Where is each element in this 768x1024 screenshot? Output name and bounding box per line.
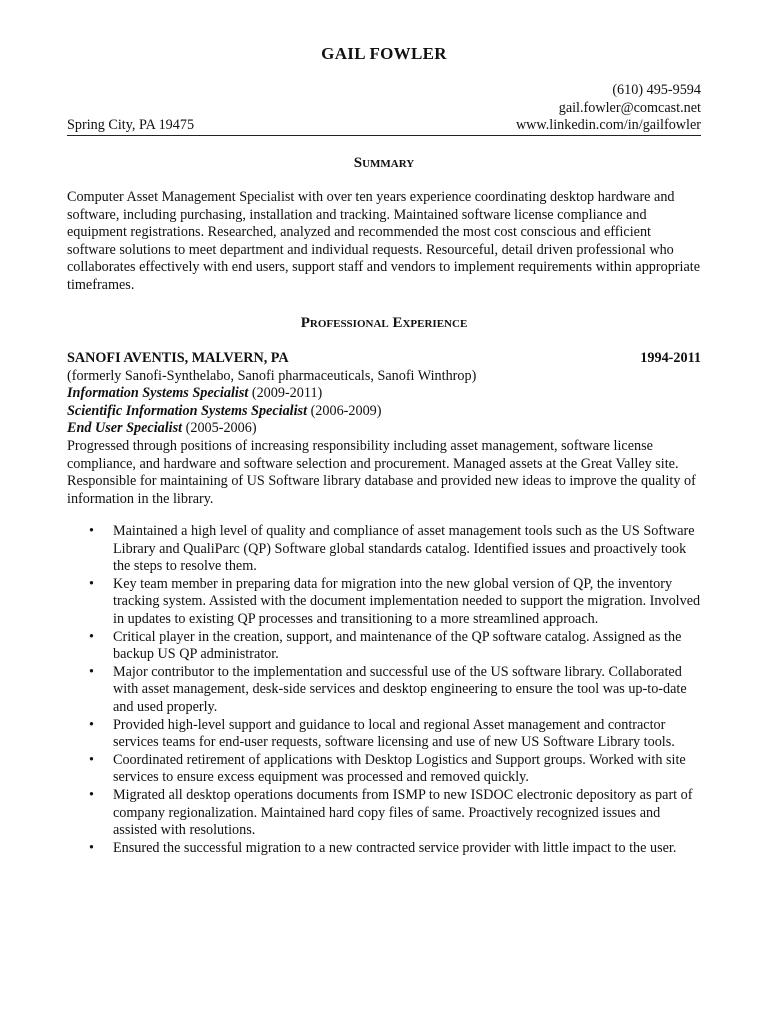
role-dates: (2006-2009) <box>310 402 382 419</box>
bullet-text: Provided high-level support and guidance to local and regional Asset management and contractor services teams for end-user requests, software licensing and use of new US Software Library tools. <box>113 716 675 751</box>
list-item <box>67 752 701 787</box>
bullet-text: Ensured the successful migration to a new contracted service provider with little impact to the user. <box>113 839 677 856</box>
email: gail.fowler@comcast.net <box>558 99 701 116</box>
bullet-icon: • <box>89 786 94 803</box>
employer-formerly: (formerly Sanofi-Synthelabo, Sanofi pharmaceuticals, Sanofi Winthrop) <box>67 367 477 384</box>
bullet-text: Major contributor to the implementation and successful use of the US software library. Collaborated with asset management, desk-side services and desktop engineering to ensure the tool was up-to-date and used properly. <box>113 663 687 715</box>
bullet-text: Maintained a high level of quality and compliance of asset management tools such as the US Software Library and QualiParc (QP) Software global standards catalog. Identified issues and proactively took the steps to resolve them. <box>113 523 695 575</box>
list-item <box>67 629 701 664</box>
list-item <box>67 717 701 752</box>
bullet-text: Migrated all desktop operations documents from ISMP to new ISDOC electronic depository as part of company regionalization. Maintained hard copy files of same. Proactively recognized issues and assisted with resolutions. <box>113 786 693 839</box>
bullet-icon: • <box>89 523 94 539</box>
employer-block <box>67 350 701 508</box>
bullet-icon: • <box>89 575 94 592</box>
summary-paragraph: Computer Asset Management Specialist with over ten years experience coordinating desktop hardware and software, including purchasing, installation and tracking. Maintained software license compliance and equipment registrations. Researched, analyzed and recommended the most cost conscious and efficient software solutions to meet department and individual requests. Resourceful, detail driven professional who collaborates effectively with end users, support staff and vendors to implement requirements within appropriate timeframes. <box>67 189 701 293</box>
role-dates: (2009-2011) <box>251 385 323 402</box>
list-item <box>67 576 701 629</box>
role-title: End User Specialist <box>67 420 183 437</box>
candidate-name: GAIL FOWLER <box>321 44 447 63</box>
summary-heading: Summary <box>353 155 415 171</box>
experience-description: Progressed through positions of increasing responsibility including asset management, software license compliance, and hardware and software selection and procurement. Managed assets at the Great Valley site. Responsible for maintaining of US Software library database and provided new ideas to improve the quality of information in the library. <box>67 437 696 507</box>
role-list <box>67 385 701 438</box>
achievement-list <box>67 523 701 857</box>
bullet-icon: • <box>89 628 94 645</box>
role-dates: (2005-2006) <box>185 420 257 437</box>
employer-name: SANOFI AVENTIS, MALVERN, PA <box>67 350 289 366</box>
bullet-icon: • <box>89 716 94 733</box>
contact-bottom-row <box>67 117 701 135</box>
role-item <box>67 403 701 421</box>
location: Spring City, PA 19475 <box>67 117 195 134</box>
experience-heading: Professional Experience <box>300 315 468 331</box>
bullet-text: Critical player in the creation, support, and maintenance of the QP software catalog. Assigned as the backup US QP administrator. <box>113 628 682 663</box>
list-item <box>67 787 701 840</box>
bullet-icon: • <box>89 751 94 768</box>
bullet-icon: • <box>89 839 94 856</box>
role-item <box>67 420 701 438</box>
employer-years: 1994-2011 <box>640 350 701 366</box>
list-item <box>67 840 701 858</box>
linkedin-link[interactable]: www.linkedin.com/in/gailfowler <box>515 117 701 134</box>
header-divider <box>67 135 701 136</box>
role-title: Scientific Information Systems Specialist <box>67 402 308 419</box>
list-item <box>67 523 701 576</box>
role-title: Information Systems Specialist <box>67 385 249 402</box>
bullet-text: Key team member in preparing data for migration into the new global version of QP, the inventory tracking system. Assisted with the document implementation needed to support the migration. Involved in updates to existing QP processes and transitioning to a more streamlined approach. <box>113 575 701 627</box>
employer-header <box>67 350 701 368</box>
bullet-text: Coordinated retirement of applications with Desktop Logistics and Support groups. Worked with site services to ensure excess equipment was processed and removed quickly. <box>113 751 686 786</box>
role-item <box>67 385 701 403</box>
bullet-icon: • <box>89 663 94 680</box>
contact-block <box>67 82 701 135</box>
phone: (610) 495-9594 <box>612 82 701 98</box>
list-item <box>67 664 701 717</box>
